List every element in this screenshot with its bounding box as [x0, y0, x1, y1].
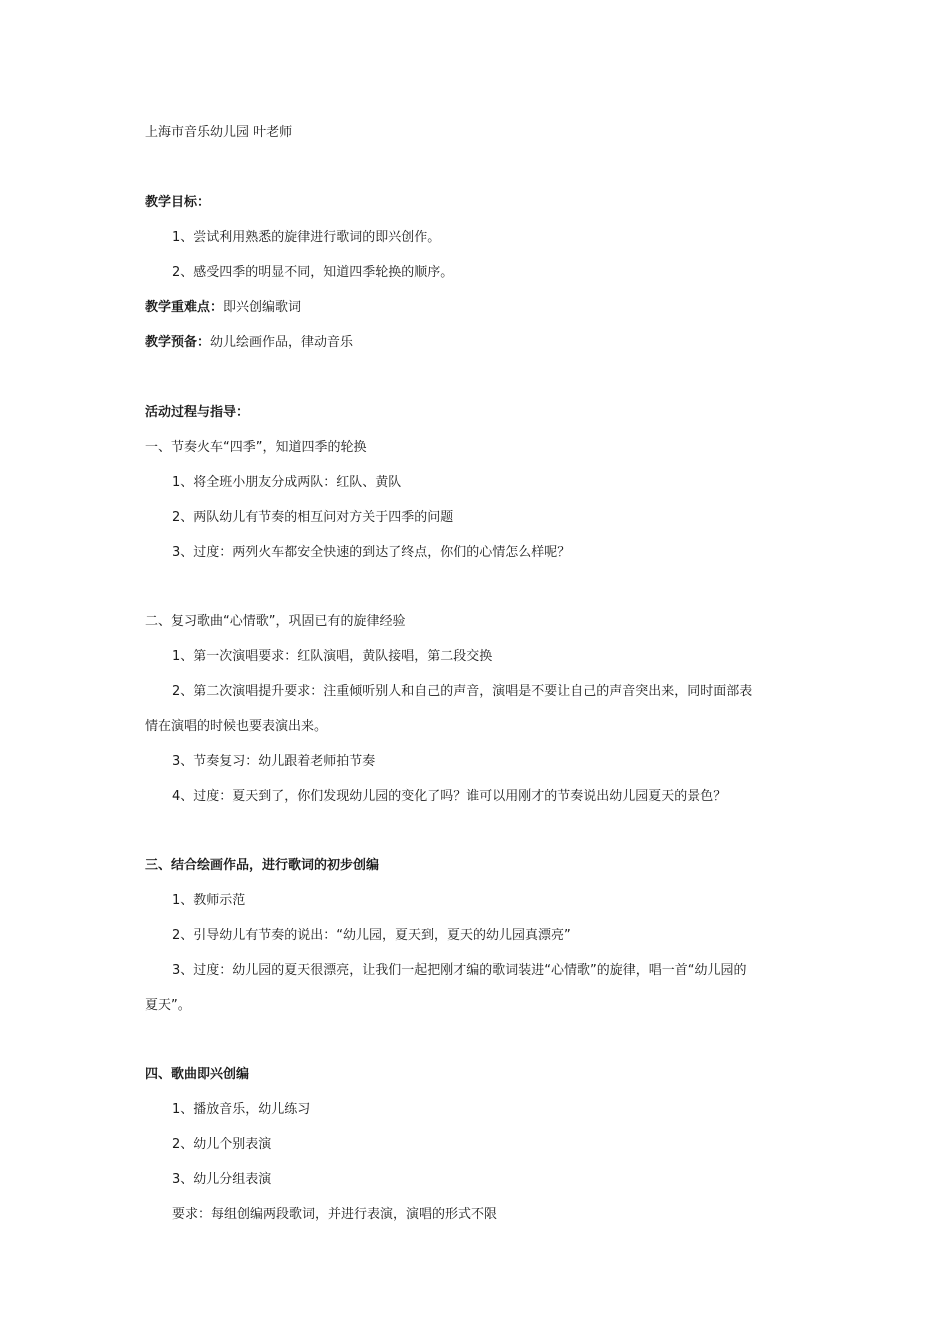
section-item-continuation: 夏天”。 — [145, 998, 191, 1013]
objectives-label: 教学目标： — [145, 195, 211, 210]
section-item: 2、引导幼儿有节奏的说出：“幼儿园，夏天到，夏天的幼儿园真漂亮” — [172, 928, 571, 943]
section-item: 2、第二次演唱提升要求：注重倾听别人和自己的声音，演唱是不要让自己的声音突出来，同时面部表 — [172, 684, 753, 699]
process-label: 活动过程与指导： — [145, 405, 250, 420]
key-point-line — [145, 299, 301, 317]
section-requirement: 要求：每组创编两段歌词，并进行表演，演唱的形式不限 — [172, 1207, 498, 1222]
section-item: 3、过度：幼儿园的夏天很漂亮，让我们一起把刚才编的歌词装进“心情歌”的旋律，唱一首“幼儿园的 — [172, 963, 747, 978]
key-point-label: 教学重难点： — [145, 300, 224, 315]
section-item: 2、幼儿个别表演 — [172, 1137, 272, 1152]
section-item: 1、教师示范 — [172, 893, 246, 908]
preparation-line — [145, 334, 353, 352]
section-title: 四、歌曲即兴创编 — [145, 1067, 250, 1082]
section-item: 2、两队幼儿有节奏的相互问对方关于四季的问题 — [172, 510, 454, 525]
section-title: 三、结合绘画作品，进行歌词的初步创编 — [145, 858, 380, 873]
section-title: 一、节奏火车“四季”，知道四季的轮换 — [145, 440, 367, 455]
section-item: 1、播放音乐，幼儿练习 — [172, 1102, 311, 1117]
key-point-value: 即兴创编歌词 — [223, 300, 302, 315]
section-item: 3、过度：两列火车都安全快速的到达了终点，你们的心情怎么样呢？ — [172, 545, 571, 560]
preparation-label: 教学预备： — [145, 335, 211, 350]
section-item: 3、幼儿分组表演 — [172, 1172, 272, 1187]
section-item: 4、过度：夏天到了，你们发现幼儿园的变化了吗？谁可以用刚才的节奏说出幼儿园夏天的景色？ — [172, 789, 727, 804]
section-item-continuation: 情在演唱的时候也要表演出来。 — [145, 719, 328, 734]
preparation-value: 幼儿绘画作品，律动音乐 — [210, 335, 354, 350]
author-line: 上海市音乐幼儿园 叶老师 — [145, 125, 293, 140]
section-title: 二、复习歌曲“心情歌”，巩固已有的旋律经验 — [145, 614, 406, 629]
section-item: 1、将全班小朋友分成两队：红队、黄队 — [172, 475, 402, 490]
section-item: 1、第一次演唱要求：红队演唱，黄队接唱，第二段交换 — [172, 649, 493, 664]
section-item: 3、节奏复习：幼儿跟着老师拍节奏 — [172, 754, 376, 769]
objective-item: 1、尝试利用熟悉的旋律进行歌词的即兴创作。 — [172, 230, 441, 245]
objective-item: 2、感受四季的明显不同，知道四季轮换的顺序。 — [172, 265, 454, 280]
